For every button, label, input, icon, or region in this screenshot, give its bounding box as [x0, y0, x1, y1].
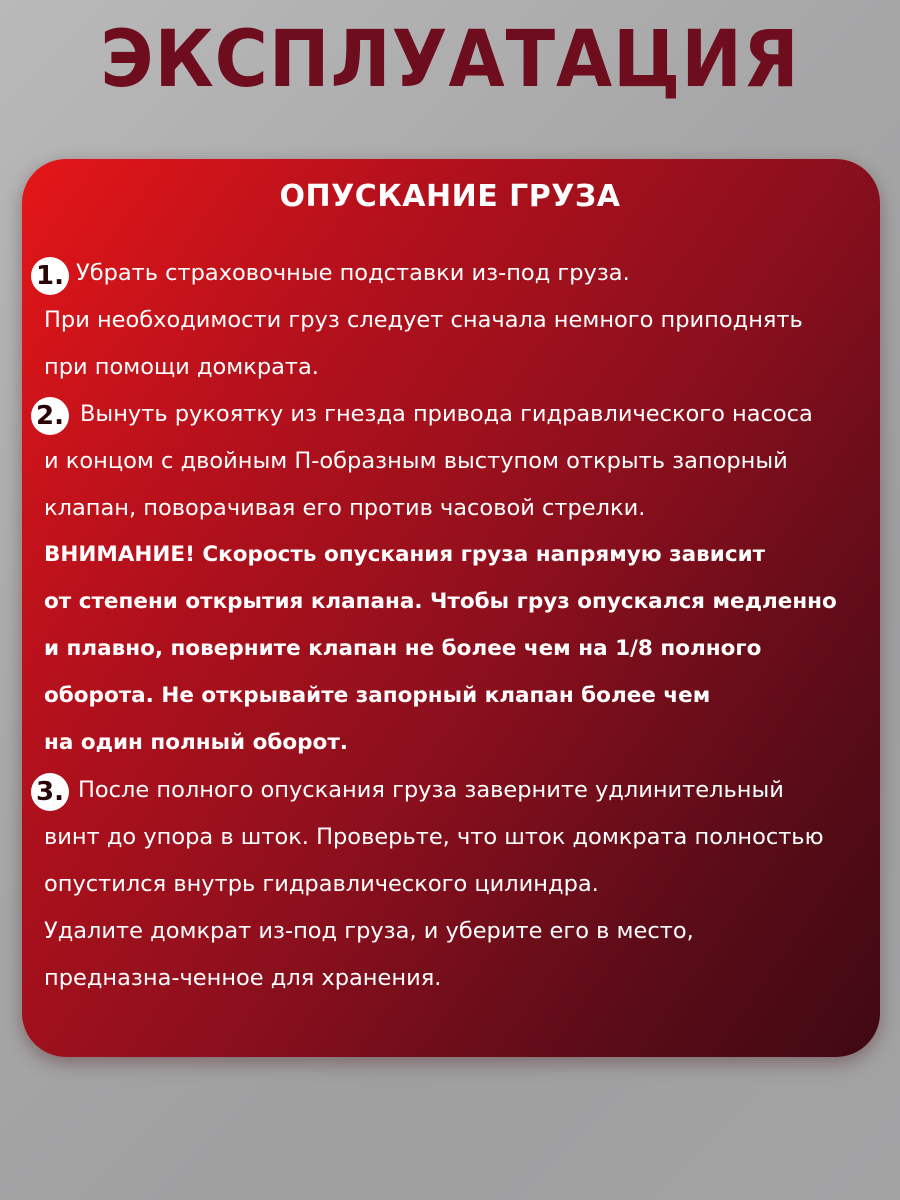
step-2-badge: 2. — [31, 397, 69, 435]
step-2-text: клапан, поворачивая его против часовой стрелки. — [44, 495, 646, 521]
warning-text: от степени открытия клапана. Чтобы груз опускался медленно — [44, 589, 837, 614]
step-3-badge: 3. — [31, 773, 69, 811]
step-1-text: при помощи домкрата. — [44, 354, 319, 380]
step-1-badge: 1. — [31, 257, 69, 295]
step-3-text: После полного опускания груза заверните удлинительный — [78, 777, 784, 803]
step-2-text: Вынуть рукоятку из гнезда привода гидравлического насоса — [80, 401, 813, 427]
step-1-text: При необходимости груз следует сначала немного приподнять — [44, 307, 803, 333]
warning-text: ВНИМАНИЕ! Скорость опускания груза напрямую зависит — [44, 542, 766, 567]
step-3-text: опустился внутрь гидравлического цилиндра. — [44, 871, 599, 897]
warning-text: оборота. Не открывайте запорный клапан более чем — [44, 683, 711, 708]
step-3-text: Удалите домкрат из-под груза, и уберите его в место, — [44, 918, 694, 944]
warning-text: и плавно, поверните клапан не более чем на 1/8 полного — [44, 636, 762, 661]
card-title: ОПУСКАНИЕ ГРУЗА — [279, 179, 621, 214]
page-title: ЭКСПЛУАТАЦИЯ — [100, 15, 800, 105]
step-3-text: винт до упора в шток. Проверьте, что шток домкрата полностью — [44, 824, 824, 850]
step-1-text: Убрать страховочные подставки из-под груза. — [76, 260, 630, 286]
warning-text: на один полный оборот. — [44, 730, 348, 755]
step-2-text: и концом с двойным П-образным выступом открыть запорный — [44, 448, 788, 474]
step-3-text: предназна-ченное для хранения. — [44, 965, 442, 991]
